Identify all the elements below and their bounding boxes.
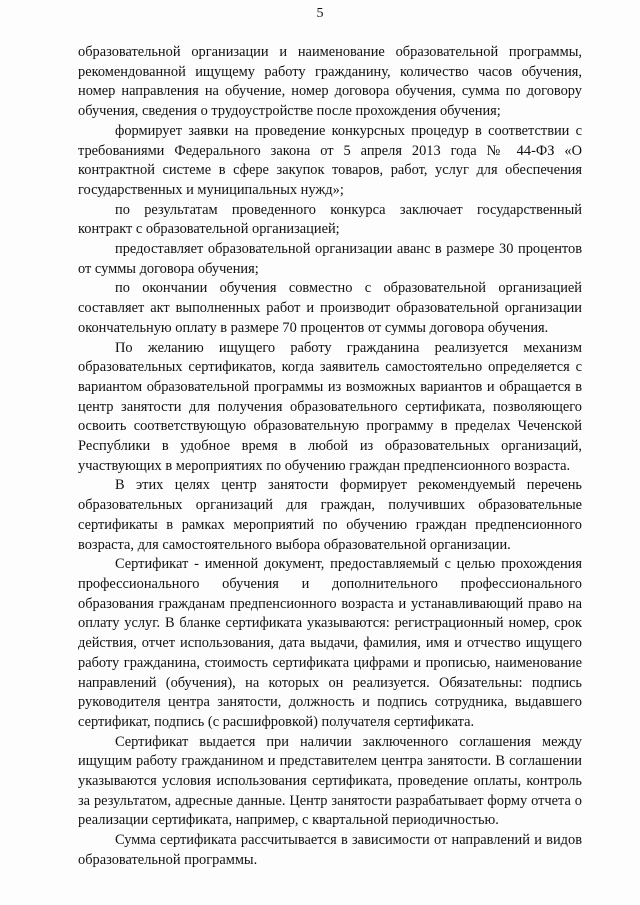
paragraph-state-contract: по результатам проведенного конкурса заключает государственный контракт с образовательной организацией; bbox=[78, 201, 582, 238]
paragraph-certificate-amount: Сумма сертификата рассчитывается в зависимости от направлений и видов образовательной программы. bbox=[78, 832, 582, 868]
paragraph-recommended-list: В этих целях центр занятости формирует рекомендуемый перечень образовательных организаций для граждан, получивших образовательные сертификаты в рамках мероприятий по обучению граждан предпенсионного возраста, для самостоятельного выбора образовательной организации. bbox=[78, 477, 582, 553]
paragraph-contest-applications: формирует заявки на проведение конкурсных процедур в соответствии с требованиями Федерального закона от 5 апреля 2013 года № 44-ФЗ «О контрактной системе в сфере закупок товаров, работ, услуг для обеспечения государственных и муниципальных нужд»; bbox=[78, 122, 582, 198]
paragraph-certificate-mechanism: По желанию ищущего работу гражданина реализуется механизм образовательных сертификатов, когда заявитель самостоятельно определяется с вариантом образовательной программы из возможных вариантов и обращается в центр занятости для получения образовательного сертификата, позволяющего освоить соответствующую образовательную программу в пределах Чеченской Республики в удобное время в любой из образовательных организаций, участвующих в мероприятиях по обучению граждан предпенсионного возраста. bbox=[78, 339, 582, 474]
paragraph-certificate-definition: Сертификат - именной документ, предоставляемый с целью прохождения профессионального обучения и дополнительного профессионального образования гражданам предпенсионного возраста и устанавливающий право на оплату услуг. В бланке сертификата указываются: регистрационный номер, срок действия, отчет использования, дата выдачи, фамилия, имя и отчество ищущего работу гражданина, стоимость сертификата цифрами и прописью, наименование направлений (обучения), на которых он реализуется. Обязательны: подпись руководителя центра занятости, должность и подпись сотрудника, выдавшего сертификат, подпись (с расшифровкой) получателя сертификата. bbox=[78, 556, 582, 730]
page-number: 5 bbox=[316, 6, 324, 21]
paragraph-advance-payment: предоставляет образовательной организации аванс в размере 30 процентов от суммы договора обучения; bbox=[78, 241, 582, 277]
body-text bbox=[78, 43, 582, 871]
paragraph-continuation: образовательной организации и наименование образовательной программы, рекомендованной ищущему работу гражданину, количество часов обучения, номер направления на обучение, номер договора обучения, сумма по договору обучения, сведения о трудоустройстве после прохождения обучения; bbox=[78, 44, 582, 120]
paragraph-certificate-agreement: Сертификат выдается при наличии заключенного соглашения между ищущим работу гражданином и представителем центра занятости. В соглашении указываются условия использования сертификата, проведение оплаты, контроль за результатом, адресные данные. Центр занятости разрабатывает форму отчета о реализации сертификата, например, с квартальной периодичностью. bbox=[78, 733, 582, 829]
paragraph-final-payment: по окончании обучения совместно с образовательной организацией составляет акт выполненных работ и производит образовательной организации окончательную оплату в размере 70 процентов от суммы договора обучения. bbox=[78, 280, 582, 336]
